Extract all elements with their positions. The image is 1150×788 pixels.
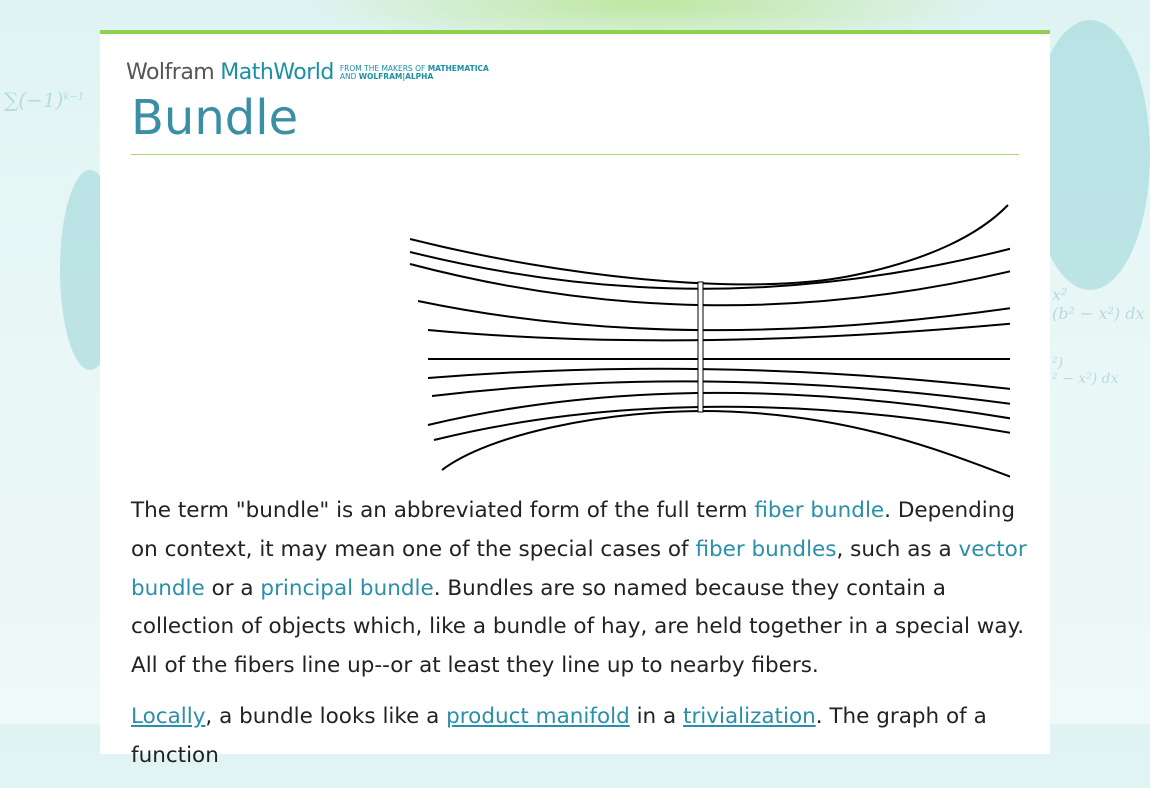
link-locally[interactable]: Locally xyxy=(131,703,206,729)
text: . Bundles are so named because they contain a collection of objects which, like a bundle of hay, are held together in a special way. All of the fibers line up--or at least they line up to nearby fibers. xyxy=(131,575,1025,679)
fiber-slice xyxy=(698,282,703,412)
text: , a bundle looks like a xyxy=(205,703,447,729)
text: The term "bundle" is an abbreviated form of the full term xyxy=(131,498,755,523)
link-vector-bundle[interactable]: vector bundle xyxy=(131,536,1027,601)
tagline-mathematica: MATHEMATICA xyxy=(427,63,489,73)
text: or a xyxy=(204,575,261,601)
background-formula: $\sum(-1)^{k-1}$ xyxy=(4,88,85,112)
text: , such as a xyxy=(836,536,959,562)
content-panel xyxy=(100,30,1050,768)
paragraph xyxy=(131,698,1031,776)
background-formula: ²) ² − x²) dx xyxy=(1052,355,1119,387)
logo-tagline xyxy=(340,65,489,81)
link-fiber-bundle[interactable]: fiber bundle xyxy=(754,498,885,523)
text: . Depending on context, it may mean one of the special cases of xyxy=(131,498,1016,562)
logo-mathworld: MathWorld xyxy=(220,60,334,85)
fiber-curve xyxy=(410,205,1008,284)
paragraph xyxy=(131,492,1031,686)
tagline-wolframalpha: WOLFRAM|ALPHA xyxy=(358,71,434,81)
tagline-text: FROM THE MAKERS OF xyxy=(339,63,426,73)
link-trivialization[interactable]: trivialization xyxy=(683,703,816,729)
bundle-figure xyxy=(250,169,1010,499)
background-formula: x² (b² − x²) dx xyxy=(1052,285,1145,323)
link-principal-bundle[interactable]: principal bundle xyxy=(260,575,434,601)
tagline-text: AND xyxy=(339,71,357,81)
article-body xyxy=(131,492,1031,788)
link-product-manifold[interactable]: product manifold xyxy=(446,703,630,729)
text: . The graph of a function xyxy=(131,703,987,768)
link-fiber-bundles[interactable]: fiber bundles xyxy=(695,536,837,562)
page-title: Bundle xyxy=(131,90,299,146)
text: in a xyxy=(629,703,684,729)
logo-wolfram: Wolfram xyxy=(126,60,215,85)
fiber-curve xyxy=(410,243,1010,289)
title-divider xyxy=(131,154,1019,155)
mathworld-logo[interactable] xyxy=(126,60,489,85)
